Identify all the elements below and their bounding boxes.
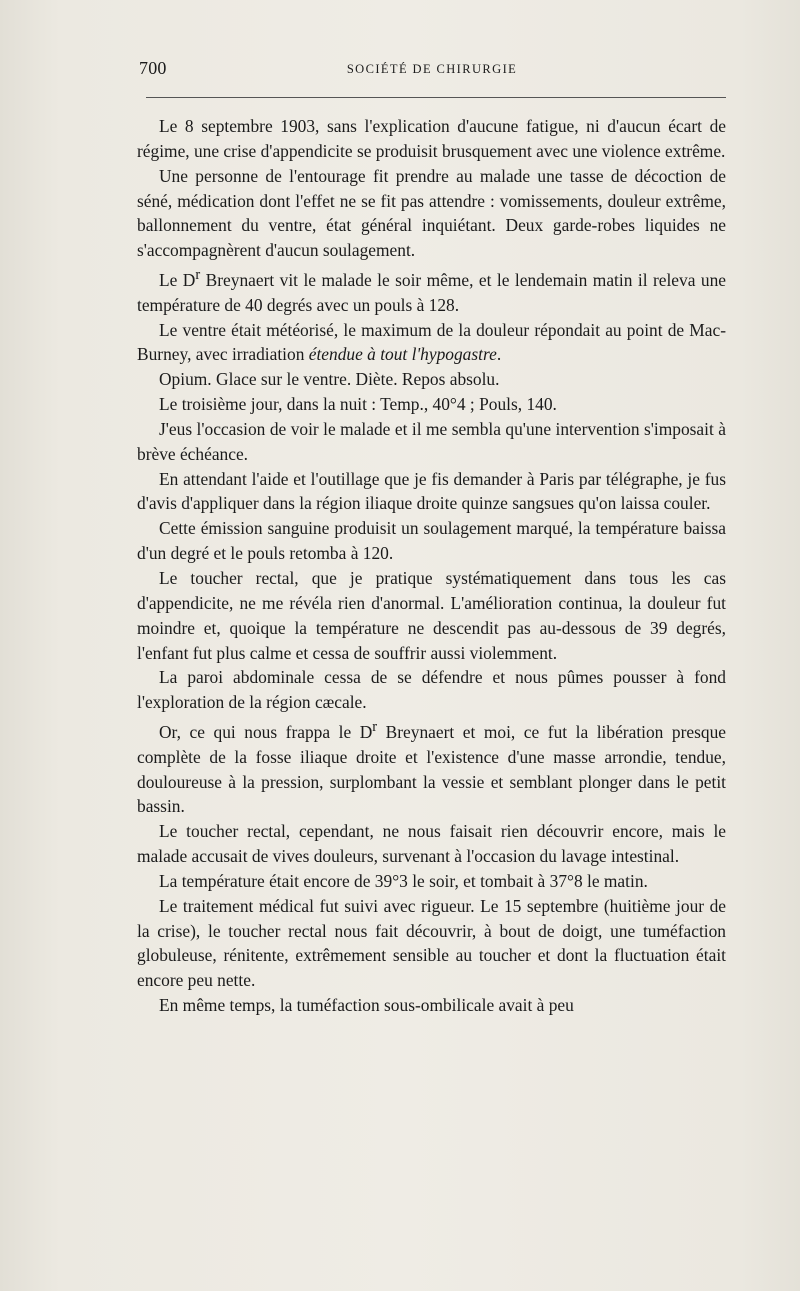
paragraph-8: En attendant l'aide et l'outillage que je fis demander à Paris par télégraphe, je fus d'avis d'appliquer dans la région iliaque droite quinze sangsues qu'on laissa couler.	[137, 468, 726, 514]
paragraph-4	[137, 318, 726, 368]
paragraph-14: La température était encore de 39°3 le soir, et tombait à 37°8 le matin.	[159, 870, 648, 891]
paragraph-3	[137, 263, 726, 317]
paragraph-7: J'eus l'occasion de voir le malade et il me sembla qu'une intervention s'imposait à brève échéance.	[137, 418, 726, 464]
paragraph-10: Le toucher rectal, que je pratique systématiquement dans tous les cas d'appendicite, ne me révéla rien d'anormal. L'amélioration continua, la douleur fut moindre et, quoique la température ne descendit pas au-dessous de 39 degrés, l'enfant fut plus calme et cessa de souffrir aussi violemment.	[137, 567, 726, 663]
running-title: SOCIÉTÉ DE CHIRURGIE	[346, 62, 518, 76]
paragraph-11: La paroi abdominale cessa de se défendre et nous pûmes pousser à fond l'exploration de la région cæcale.	[137, 667, 726, 713]
paragraph-16: En même temps, la tuméfaction sous-ombilicale avait à peu	[159, 995, 574, 1016]
doctor-abbrev-sup: r	[195, 267, 201, 284]
paragraph-15: Le traitement médical fut suivi avec rigueur. Le 15 septembre (huitième jour de la crise), le toucher rectal nous fait découvrir, à bout de doigt, une tuméfaction globuleuse, rénitente, extrêmement sensible au toucher et dont la fluctuation était encore peu nette.	[137, 895, 726, 991]
paragraph-4-italic: étendue à tout l'hypogastre	[308, 344, 497, 365]
header-rule	[146, 97, 726, 98]
paragraph-12-end: Breynaert et moi, ce fut la libération presque complète de la fosse iliaque droite et l'existence d'une masse arrondie, tendue, douloureuse à la pression, surplombant la vessie et semblant plonger dans le petit bassin.	[137, 721, 726, 817]
paragraph-13: Le toucher rectal, cependant, ne nous faisait rien découvrir encore, mais le malade accusait de vives douleurs, survenant à l'occasion du lavage intestinal.	[137, 821, 726, 867]
paragraph-4-start: Le ventre était météorisé, le maximum de la douleur répondait au point de Mac-Burney, avec irradiation	[137, 319, 726, 365]
page-number: 700	[139, 58, 167, 78]
paragraph-1: Le 8 septembre 1903, sans l'explication d'aucune fatigue, ni d'aucun écart de régime, une crise d'appendicite se produisit brusquement avec une violence extrême.	[137, 116, 726, 161]
paragraph-4-end: .	[496, 344, 502, 365]
body-text	[137, 114, 726, 1018]
paragraph-9: Cette émission sanguine produisit un soulagement marqué, la température baissa d'un degré et le pouls retomba à 120.	[137, 518, 726, 564]
paragraph-6: Le troisième jour, dans la nuit : Temp., 40°4 ; Pouls, 140.	[159, 394, 557, 415]
paragraph-12-start: Or, ce qui nous frappa le D	[159, 721, 373, 742]
paragraph-12	[137, 715, 726, 819]
doctor-abbrev-sup: r	[372, 719, 378, 736]
paragraph-2: Une personne de l'entourage fit prendre au malade une tasse de décoction de séné, médication dont l'effet ne se fit pas attendre : vomissements, douleur extrême, ballonnement du ventre, état général inquiétant. Deux garde-robes liquides ne s'accompagnèrent d'aucun soulagement.	[137, 165, 726, 261]
page-header	[139, 58, 725, 82]
paragraph-3-start: Le D	[159, 269, 196, 290]
paragraph-5: Opium. Glace sur le ventre. Diète. Repos absolu.	[159, 369, 500, 390]
paragraph-3-end: Breynaert vit le malade le soir même, et le lendemain matin il releva une température de 40 degrés avec un pouls à 128.	[137, 269, 726, 315]
